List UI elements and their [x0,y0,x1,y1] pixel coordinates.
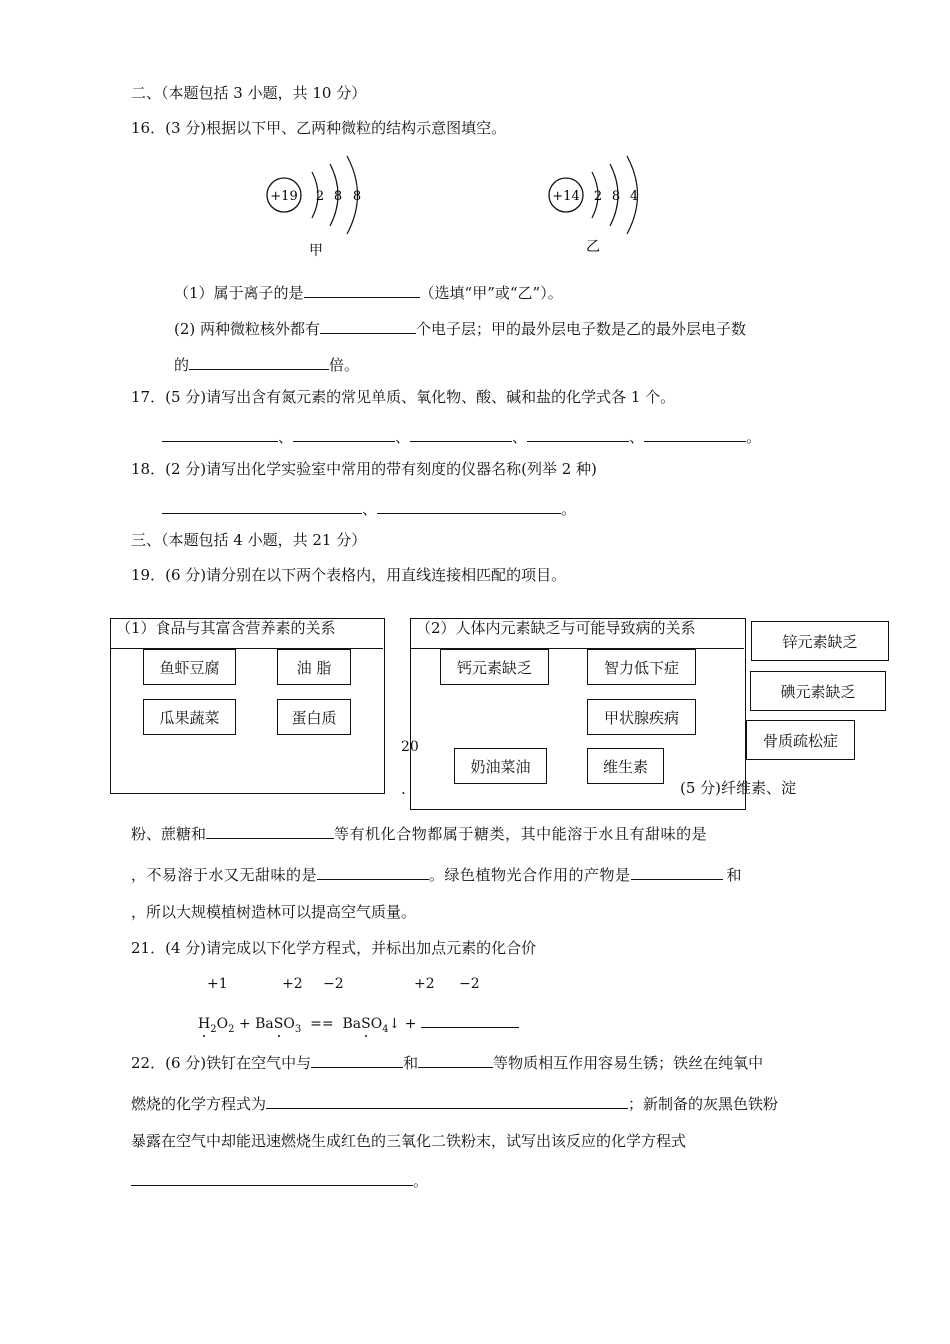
atom-a-shell-2: 8 [333,189,343,204]
match-item-fish-tofu[interactable]: 鱼虾豆腐 [143,649,236,685]
question-22-line-2: 燃烧的化学方程式为 ；新制备的灰黑色铁粉 [131,1095,779,1113]
match-item-butter-oil[interactable]: 奶油菜油 [454,748,547,784]
atom-structure-diagrams [0,150,950,280]
valence-s-1: +2 [282,976,303,992]
answer-blank-22-1[interactable] [311,1052,403,1068]
answer-blank-20-3[interactable] [631,864,723,880]
atom-b-nucleus: +14 [552,189,580,204]
answer-blank-18-1[interactable] [162,498,362,514]
answer-blank-17-3[interactable] [410,426,512,442]
answer-blank-18-2[interactable] [377,498,561,514]
question-22-line-4: 。 [131,1170,428,1189]
valence-s-2: +2 [414,976,435,992]
atom-b-shell-1: 2 [593,189,603,204]
question-16-part-2-line-2: 的 倍。 [174,356,360,374]
chemical-equation: $H_2O_2$ + BaSO$_3$ == BaSO$_4$↓ + [198,1012,519,1035]
question-17-answers: 、 、 、 、 。 [162,426,761,445]
question-20-line-1: 粉、蔗糖和 等有机化合物都属于糖类，其中能溶于水且有甜味的是 [131,825,708,843]
match-item-fats[interactable]: 油 脂 [277,649,351,685]
question-18-answers: 、 。 [162,498,576,517]
question-20-line-3: ，所以大规模植树造林可以提高空气质量。 [131,903,417,921]
answer-blank-16-3[interactable] [189,354,329,370]
valence-o-2: −2 [459,976,480,992]
question-16-stem: 16．(3 分)根据以下甲、乙两种微粒的结构示意图填空。 [131,119,507,137]
answer-blank-16-2[interactable] [320,318,416,334]
match-item-iodine-deficiency[interactable]: 碘元素缺乏 [750,671,886,711]
answer-blank-17-2[interactable] [293,426,395,442]
question-22-line-1: 22．(6 分)铁钉在空气中与 和 等物质相互作用容易生锈；铁丝在纯氧中 [131,1054,764,1072]
atom-b-diagram [549,156,638,255]
question-17-stem: 17．(5 分)请写出含有氮元素的常见单质、氧化物、酸、碱和盐的化学式各 1 个。 [131,388,676,406]
answer-blank-17-4[interactable] [527,426,629,442]
question-21-stem: 21．(4 分)请完成以下化学方程式，并标出加点元素的化合价 [131,939,537,957]
match-item-osteoporosis[interactable]: 骨质疏松症 [746,720,855,760]
question-18-stem: 18．(2 分)请写出化学实验室中常用的带有刻度的仪器名称(列举 2 种) [131,460,597,478]
answer-blank-22-2[interactable] [418,1052,493,1068]
atom-a-diagram [267,156,361,259]
match-item-thyroid-disease[interactable]: 甲状腺疾病 [587,699,696,735]
answer-blank-16-1[interactable] [304,282,420,298]
match-item-vitamin[interactable]: 维生素 [587,748,664,784]
valence-o-1: −2 [323,976,344,992]
section-heading-3: 三、（本题包括 4 小题，共 21 分） [131,531,367,549]
section-heading-2: 二、（本题包括 3 小题，共 10 分） [131,84,367,102]
question-19-stem: 19．(6 分)请分别在以下两个表格内，用直线连接相匹配的项目。 [131,566,567,584]
answer-blank-17-1[interactable] [162,426,278,442]
atom-b-label: 乙 [586,239,600,255]
atom-a-shell-1: 2 [315,189,325,204]
match-item-calcium-deficiency[interactable]: 钙元素缺乏 [440,649,549,685]
question-20-line-2: ，不易溶于水又无甜味的是 。绿色植物光合作用的产物是 和 [131,866,742,884]
answer-blank-20-1[interactable] [206,823,334,839]
matching-table-1-title: （1）食品与其富含营养素的关系 [116,619,336,637]
answer-blank-22-4[interactable] [131,1170,413,1186]
atom-b-shell-2: 8 [611,189,621,204]
question-20-number: 20 [401,739,419,755]
match-item-zinc-deficiency[interactable]: 锌元素缺乏 [751,621,889,661]
question-16-part-1: （1）属于离子的是 （选填“甲”或“乙”）。 [174,284,563,302]
match-item-fruits-vegetables[interactable]: 瓜果蔬菜 [143,699,236,735]
atom-a-label: 甲 [309,243,323,259]
valence-h: +1 [207,976,228,992]
question-22-line-3: 暴露在空气中却能迅速燃烧生成红色的三氧化二铁粉末，试写出该反应的化学方程式 [131,1132,687,1150]
match-item-intellectual-disability[interactable]: 智力低下症 [587,649,696,685]
matching-table-2-title: （2）人体内元素缺乏与可能导致病的关系 [416,619,696,637]
answer-blank-17-5[interactable] [644,426,746,442]
match-item-protein[interactable]: 蛋白质 [277,699,351,735]
atom-a-nucleus: +19 [270,189,298,204]
question-16-part-2: (2) 两种微粒核外都有 个电子层；甲的最外层电子数是乙的最外层电子数 [174,320,747,338]
atom-b-shell-3: 4 [629,189,639,204]
answer-blank-21[interactable] [421,1012,519,1028]
answer-blank-20-2[interactable] [317,864,429,880]
question-20-number-dot: . [401,780,406,798]
question-20-stem-tail: (5 分)纤维素、淀 [680,779,797,797]
atom-a-shell-3: 8 [352,189,362,204]
answer-blank-22-3[interactable] [266,1093,628,1109]
